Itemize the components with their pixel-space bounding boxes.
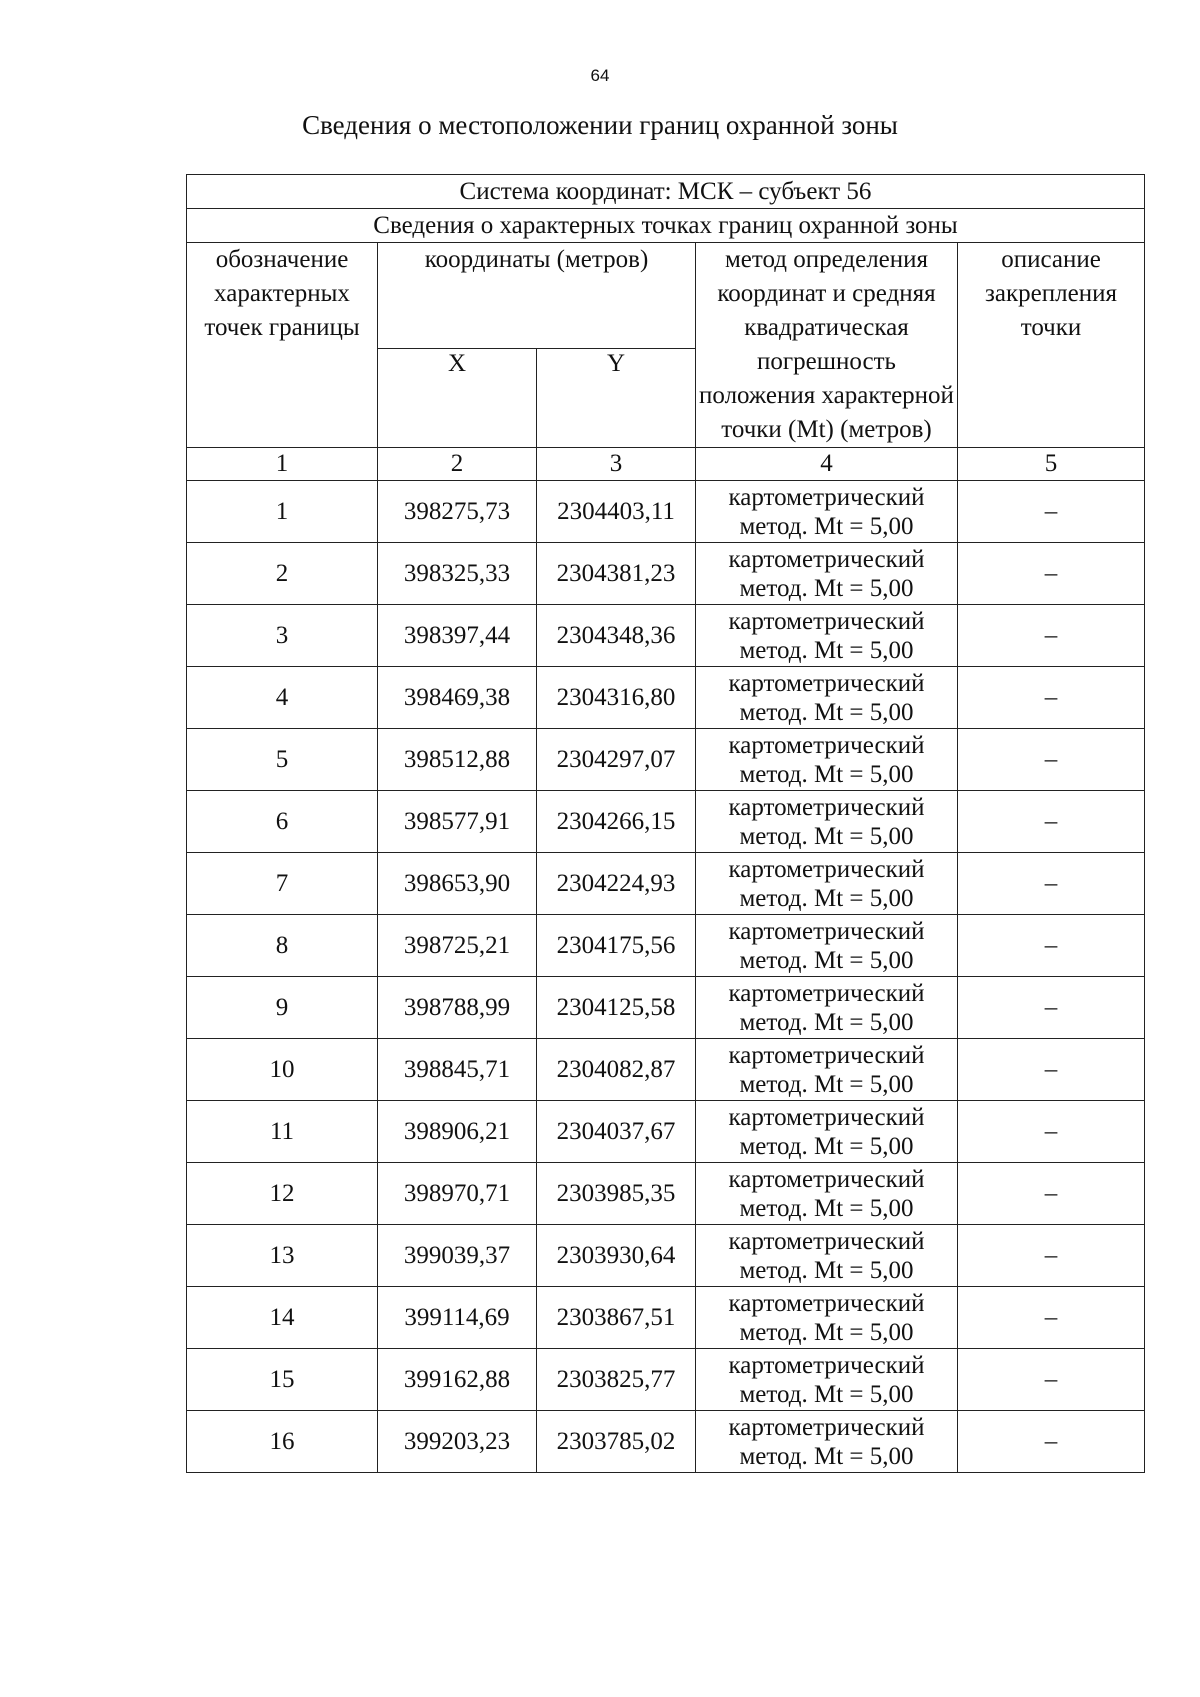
point-number-cell: 2 bbox=[187, 543, 378, 605]
method-cell bbox=[696, 791, 958, 853]
column-number: 5 bbox=[958, 448, 1145, 481]
x-coordinate-cell: 398970,71 bbox=[378, 1163, 537, 1225]
table-row bbox=[187, 543, 1145, 605]
method-cell bbox=[696, 1101, 958, 1163]
y-coordinate-cell: 2303867,51 bbox=[537, 1287, 696, 1349]
point-number-cell: 10 bbox=[187, 1039, 378, 1101]
method-line-1: картометрический bbox=[728, 1041, 925, 1069]
column-number: 4 bbox=[696, 448, 958, 481]
x-coordinate-cell: 398788,99 bbox=[378, 977, 537, 1039]
method-cell bbox=[696, 1163, 958, 1225]
method-line-1: картометрический bbox=[728, 731, 925, 759]
x-coordinate-cell: 399039,37 bbox=[378, 1225, 537, 1287]
table-row bbox=[187, 1411, 1145, 1473]
method-line-1: картометрический bbox=[728, 979, 925, 1007]
boundary-points-table bbox=[186, 174, 1145, 1473]
y-coordinate-cell: 2303930,64 bbox=[537, 1225, 696, 1287]
method-cell bbox=[696, 1287, 958, 1349]
y-coordinate-cell: 2303985,35 bbox=[537, 1163, 696, 1225]
x-coordinate-cell: 398275,73 bbox=[378, 481, 537, 543]
x-coordinate-cell: 398906,21 bbox=[378, 1101, 537, 1163]
table-row bbox=[187, 977, 1145, 1039]
method-cell bbox=[696, 605, 958, 667]
table-row bbox=[187, 791, 1145, 853]
method-cell bbox=[696, 543, 958, 605]
method-line-2: метод. Mt = 5,00 bbox=[739, 1256, 914, 1284]
x-coordinate-cell: 398397,44 bbox=[378, 605, 537, 667]
method-line-2: метод. Mt = 5,00 bbox=[739, 946, 914, 974]
point-number-cell: 3 bbox=[187, 605, 378, 667]
y-coordinate-cell: 2304224,93 bbox=[537, 853, 696, 915]
y-coordinate-cell: 2303785,02 bbox=[537, 1411, 696, 1473]
method-line-1: картометрический bbox=[728, 545, 925, 573]
table-row bbox=[187, 667, 1145, 729]
coordinate-system-row bbox=[187, 175, 1145, 209]
point-number-cell: 12 bbox=[187, 1163, 378, 1225]
x-coordinate-cell: 398725,21 bbox=[378, 915, 537, 977]
method-line-1: картометрический bbox=[728, 1165, 925, 1193]
method-line-2: метод. Mt = 5,00 bbox=[739, 636, 914, 664]
method-line-2: метод. Mt = 5,00 bbox=[739, 1070, 914, 1098]
column-number: 2 bbox=[378, 448, 537, 481]
table-row bbox=[187, 1287, 1145, 1349]
point-number-cell: 14 bbox=[187, 1287, 378, 1349]
method-line-2: метод. Mt = 5,00 bbox=[739, 1132, 914, 1160]
y-coordinate-cell: 2304125,58 bbox=[537, 977, 696, 1039]
method-line-2: метод. Mt = 5,00 bbox=[739, 1194, 914, 1222]
method-line-2: метод. Mt = 5,00 bbox=[739, 1318, 914, 1346]
method-line-2: метод. Mt = 5,00 bbox=[739, 698, 914, 726]
method-line-1: картометрический bbox=[728, 1413, 925, 1441]
method-line-1: картометрический bbox=[728, 669, 925, 697]
description-cell: – bbox=[958, 1163, 1145, 1225]
method-line-2: метод. Mt = 5,00 bbox=[739, 1442, 914, 1470]
x-coordinate-cell: 399162,88 bbox=[378, 1349, 537, 1411]
header-coordinates: координаты (метров) bbox=[378, 243, 696, 349]
description-cell: – bbox=[958, 667, 1145, 729]
point-number-cell: 8 bbox=[187, 915, 378, 977]
y-coordinate-cell: 2304297,07 bbox=[537, 729, 696, 791]
header-description: описание закрепления точки bbox=[958, 243, 1145, 448]
point-number-cell: 9 bbox=[187, 977, 378, 1039]
description-cell: – bbox=[958, 853, 1145, 915]
method-line-2: метод. Mt = 5,00 bbox=[739, 512, 914, 540]
x-coordinate-cell: 398325,33 bbox=[378, 543, 537, 605]
table-row bbox=[187, 853, 1145, 915]
point-number-cell: 1 bbox=[187, 481, 378, 543]
point-number-cell: 11 bbox=[187, 1101, 378, 1163]
description-cell: – bbox=[958, 977, 1145, 1039]
method-line-1: картометрический bbox=[728, 1351, 925, 1379]
table-subtitle-cell: Сведения о характерных точках границ охранной зоны bbox=[187, 209, 1145, 243]
header-y: Y bbox=[537, 348, 696, 448]
description-cell: – bbox=[958, 1039, 1145, 1101]
method-cell bbox=[696, 977, 958, 1039]
table-row bbox=[187, 605, 1145, 667]
point-number-cell: 7 bbox=[187, 853, 378, 915]
method-line-1: картометрический bbox=[728, 1227, 925, 1255]
point-number-cell: 4 bbox=[187, 667, 378, 729]
x-coordinate-cell: 399114,69 bbox=[378, 1287, 537, 1349]
point-number-cell: 13 bbox=[187, 1225, 378, 1287]
subtitle-row bbox=[187, 209, 1145, 243]
header-x: X bbox=[378, 348, 537, 448]
point-number-cell: 6 bbox=[187, 791, 378, 853]
description-cell: – bbox=[958, 729, 1145, 791]
method-cell bbox=[696, 853, 958, 915]
table-row bbox=[187, 1225, 1145, 1287]
document-title: Сведения о местоположении границ охранной зоны bbox=[302, 110, 898, 140]
description-cell: – bbox=[958, 481, 1145, 543]
table-row bbox=[187, 1101, 1145, 1163]
method-cell bbox=[696, 729, 958, 791]
description-cell: – bbox=[958, 1101, 1145, 1163]
method-cell bbox=[696, 481, 958, 543]
method-line-2: метод. Mt = 5,00 bbox=[739, 822, 914, 850]
table-row bbox=[187, 1163, 1145, 1225]
point-number-cell: 5 bbox=[187, 729, 378, 791]
table-row bbox=[187, 915, 1145, 977]
table-row bbox=[187, 729, 1145, 791]
x-coordinate-cell: 398469,38 bbox=[378, 667, 537, 729]
description-cell: – bbox=[958, 1349, 1145, 1411]
method-cell bbox=[696, 667, 958, 729]
method-cell bbox=[696, 1349, 958, 1411]
method-line-1: картометрический bbox=[728, 855, 925, 883]
method-cell bbox=[696, 915, 958, 977]
column-numbers-row bbox=[187, 448, 1145, 481]
method-cell bbox=[696, 1225, 958, 1287]
method-line-2: метод. Mt = 5,00 bbox=[739, 1008, 914, 1036]
method-cell bbox=[696, 1039, 958, 1101]
y-coordinate-cell: 2304403,11 bbox=[537, 481, 696, 543]
x-coordinate-cell: 399203,23 bbox=[378, 1411, 537, 1473]
description-cell: – bbox=[958, 543, 1145, 605]
method-line-2: метод. Mt = 5,00 bbox=[739, 1380, 914, 1408]
table-row bbox=[187, 1349, 1145, 1411]
point-number-cell: 15 bbox=[187, 1349, 378, 1411]
description-cell: – bbox=[958, 915, 1145, 977]
method-line-1: картометрический bbox=[728, 607, 925, 635]
method-line-1: картометрический bbox=[728, 1289, 925, 1317]
y-coordinate-cell: 2304316,80 bbox=[537, 667, 696, 729]
y-coordinate-cell: 2304082,87 bbox=[537, 1039, 696, 1101]
column-number: 3 bbox=[537, 448, 696, 481]
coordinate-system-cell: Система координат: МСК – субъект 56 bbox=[187, 175, 1145, 209]
table-row bbox=[187, 1039, 1145, 1101]
description-cell: – bbox=[958, 1287, 1145, 1349]
method-line-1: картометрический bbox=[728, 917, 925, 945]
method-line-1: картометрический bbox=[728, 483, 925, 511]
x-coordinate-cell: 398512,88 bbox=[378, 729, 537, 791]
x-coordinate-cell: 398845,71 bbox=[378, 1039, 537, 1101]
y-coordinate-cell: 2304037,67 bbox=[537, 1101, 696, 1163]
method-line-2: метод. Mt = 5,00 bbox=[739, 884, 914, 912]
description-cell: – bbox=[958, 1411, 1145, 1473]
page-number: 64 bbox=[590, 66, 610, 85]
y-coordinate-cell: 2304266,15 bbox=[537, 791, 696, 853]
x-coordinate-cell: 398653,90 bbox=[378, 853, 537, 915]
method-line-1: картометрический bbox=[728, 793, 925, 821]
column-number: 1 bbox=[187, 448, 378, 481]
header-point: обозначение характерных точек границы bbox=[187, 243, 378, 448]
description-cell: – bbox=[958, 791, 1145, 853]
y-coordinate-cell: 2304348,36 bbox=[537, 605, 696, 667]
method-line-2: метод. Mt = 5,00 bbox=[739, 760, 914, 788]
method-line-1: картометрический bbox=[728, 1103, 925, 1131]
x-coordinate-cell: 398577,91 bbox=[378, 791, 537, 853]
y-coordinate-cell: 2304175,56 bbox=[537, 915, 696, 977]
method-line-2: метод. Mt = 5,00 bbox=[739, 574, 914, 602]
table-row bbox=[187, 481, 1145, 543]
table-body bbox=[187, 175, 1145, 1473]
y-coordinate-cell: 2304381,23 bbox=[537, 543, 696, 605]
y-coordinate-cell: 2303825,77 bbox=[537, 1349, 696, 1411]
header-method: метод определения координат и средняя квадратическая погрешность положения характерной точки (Mt) (метров) bbox=[696, 243, 958, 448]
description-cell: – bbox=[958, 1225, 1145, 1287]
header-row bbox=[187, 243, 1145, 349]
method-cell bbox=[696, 1411, 958, 1473]
description-cell: – bbox=[958, 605, 1145, 667]
point-number-cell: 16 bbox=[187, 1411, 378, 1473]
